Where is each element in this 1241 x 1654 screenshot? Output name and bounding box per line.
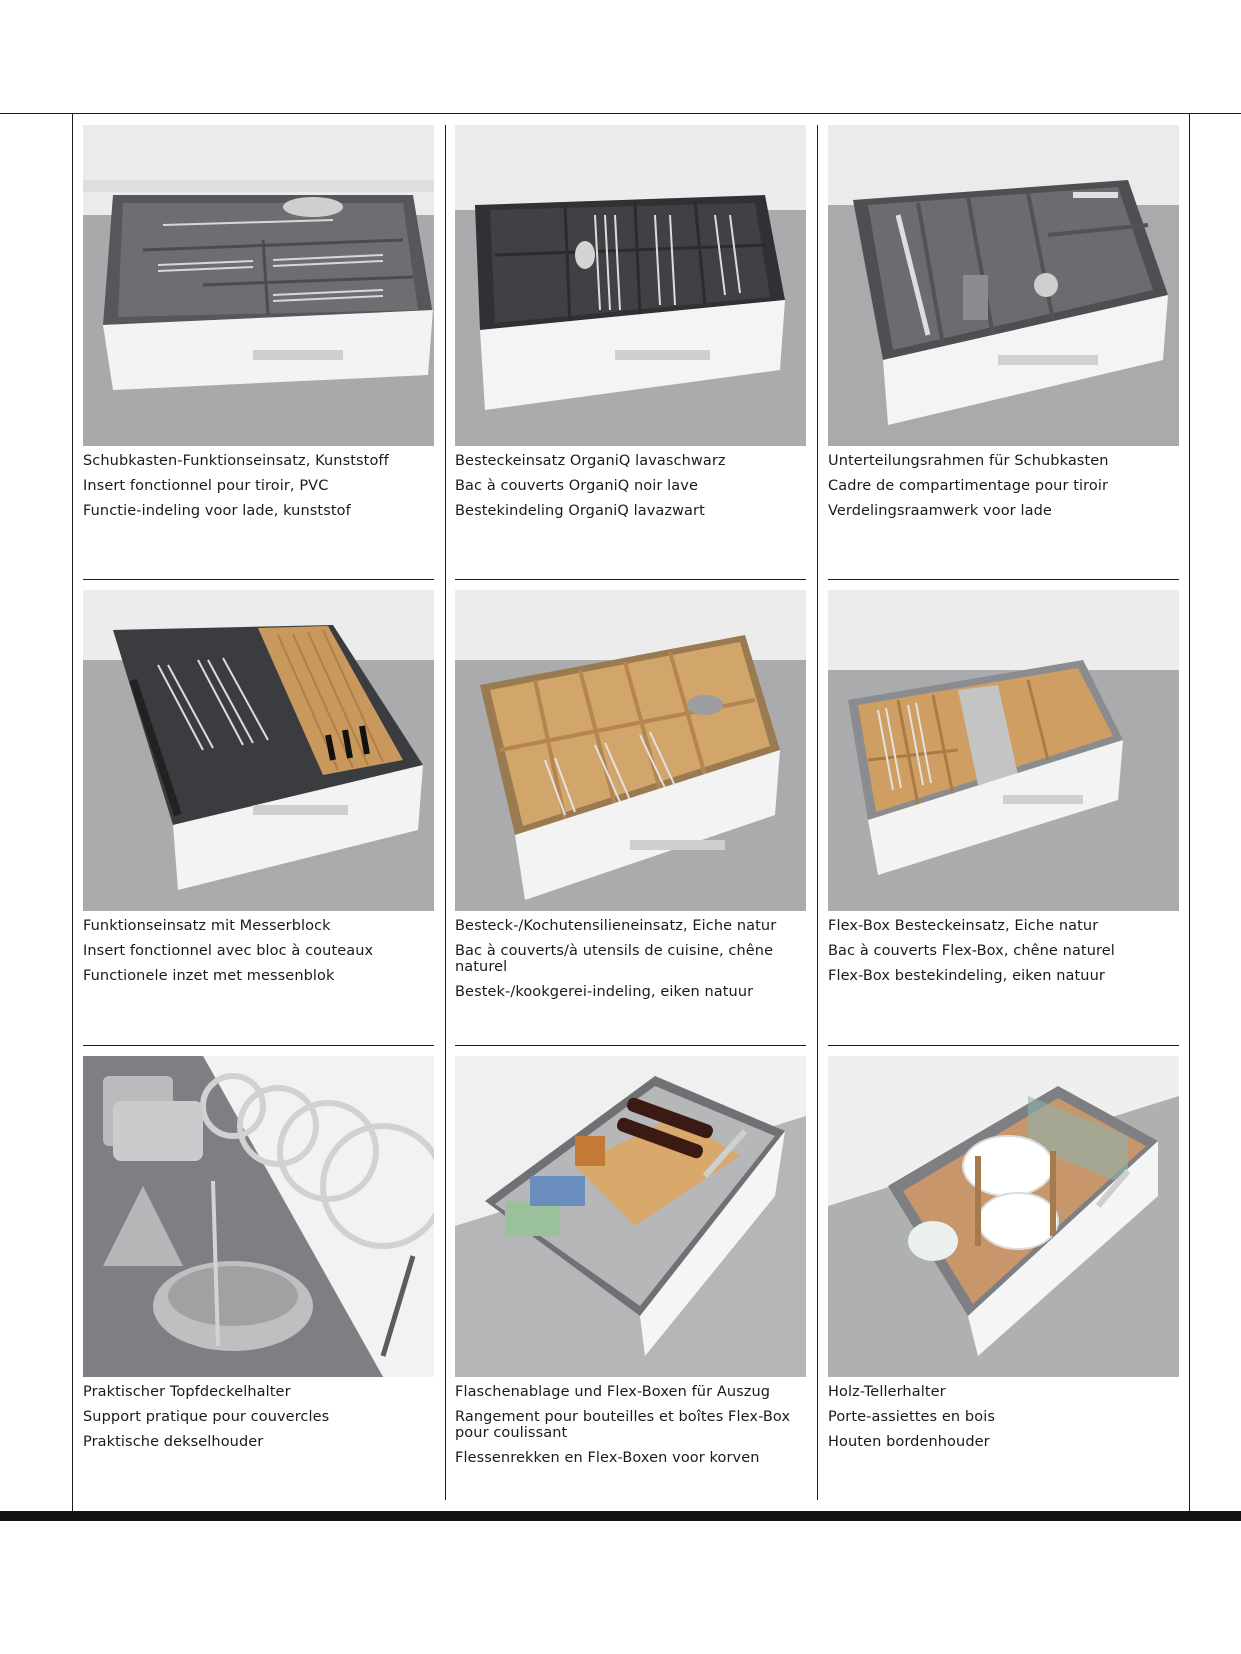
caption-de: Schubkasten-Funktionseinsatz, Kunststoff [83, 453, 389, 469]
column-divider [817, 125, 818, 1500]
drawer-organizer-plastic-icon [83, 125, 434, 446]
row-rule [83, 1045, 434, 1046]
product-card [455, 590, 806, 1009]
bottle-rack-pullout-icon [455, 1056, 806, 1377]
wooden-plate-holder-icon [828, 1056, 1179, 1377]
product-photo [455, 125, 806, 446]
caption-nl: Functionele inzet met messenblok [83, 968, 335, 984]
caption-nl: Flex-Box bestekindeling, eiken natuur [828, 968, 1105, 984]
caption-fr: Bac à couverts/à utensils de cuisine, chêne naturel [455, 943, 774, 975]
product-photo [83, 590, 434, 911]
product-card [83, 1056, 434, 1459]
product-photo [828, 125, 1179, 446]
row-rule [455, 1045, 806, 1046]
caption-de: Holz-Tellerhalter [828, 1384, 946, 1400]
caption-fr: Support pratique pour couvercles [83, 1409, 330, 1425]
product-photo [455, 1056, 806, 1377]
product-photo [828, 1056, 1179, 1377]
caption-fr: Porte-assiettes en bois [828, 1409, 995, 1425]
oak-utensil-insert-icon [455, 590, 806, 911]
column-divider [445, 125, 446, 1500]
row-rule [83, 579, 434, 580]
caption-nl: Verdelingsraamwerk voor lade [828, 503, 1052, 519]
bottom-band [0, 1511, 1241, 1521]
caption-nl: Bestek-/kookgerei-indeling, eiken natuur [455, 984, 754, 1000]
caption-nl: Flessenrekken en Flex-Boxen voor korven [455, 1450, 760, 1466]
caption-nl: Houten bordenhouder [828, 1434, 990, 1450]
product-card [83, 125, 434, 528]
caption-de: Praktischer Topfdeckelhalter [83, 1384, 291, 1400]
caption-fr: Cadre de compartimentage pour tiroir [828, 478, 1109, 494]
product-card [455, 1056, 806, 1475]
caption-fr: Bac à couverts Flex-Box, chêne naturel [828, 943, 1115, 959]
product-card [828, 125, 1179, 528]
caption-fr: Insert fonctionnel pour tiroir, PVC [83, 478, 329, 494]
top-rule [0, 113, 1241, 114]
product-card [828, 590, 1179, 993]
knife-block-insert-icon [83, 590, 434, 911]
caption-de: Flex-Box Besteckeinsatz, Eiche natur [828, 918, 1099, 934]
caption-nl: Functie-indeling voor lade, kunststof [83, 503, 351, 519]
caption-de: Funktionseinsatz mit Messerblock [83, 918, 331, 934]
product-photo [83, 125, 434, 446]
product-photo [83, 1056, 434, 1377]
row-rule [828, 579, 1179, 580]
right-frame-rule [1189, 113, 1190, 1512]
caption-nl: Praktische dekselhouder [83, 1434, 264, 1450]
caption-de: Besteck-/Kochutensilieneinsatz, Eiche natur [455, 918, 777, 934]
pot-lid-holder-icon [83, 1056, 434, 1377]
product-card [455, 125, 806, 528]
flex-box-oak-icon [828, 590, 1179, 911]
cutlery-insert-black-icon [455, 125, 806, 446]
product-photo [828, 590, 1179, 911]
product-photo [455, 590, 806, 911]
caption-nl: Bestekindeling OrganiQ lavazwart [455, 503, 705, 519]
caption-fr: Bac à couverts OrganiQ noir lave [455, 478, 698, 494]
drawer-divider-frame-icon [828, 125, 1179, 446]
product-card [828, 1056, 1179, 1459]
row-rule [455, 579, 806, 580]
caption-de: Unterteilungsrahmen für Schubkasten [828, 453, 1109, 469]
caption-fr: Rangement pour bouteilles et boîtes Flex-Box pour coulissant [455, 1409, 791, 1441]
row-rule [828, 1045, 1179, 1046]
caption-fr: Insert fonctionnel avec bloc à couteaux [83, 943, 374, 959]
caption-de: Besteckeinsatz OrganiQ lavaschwarz [455, 453, 726, 469]
caption-de: Flaschenablage und Flex-Boxen für Auszug [455, 1384, 771, 1400]
left-frame-rule [72, 113, 73, 1512]
product-card [83, 590, 434, 993]
